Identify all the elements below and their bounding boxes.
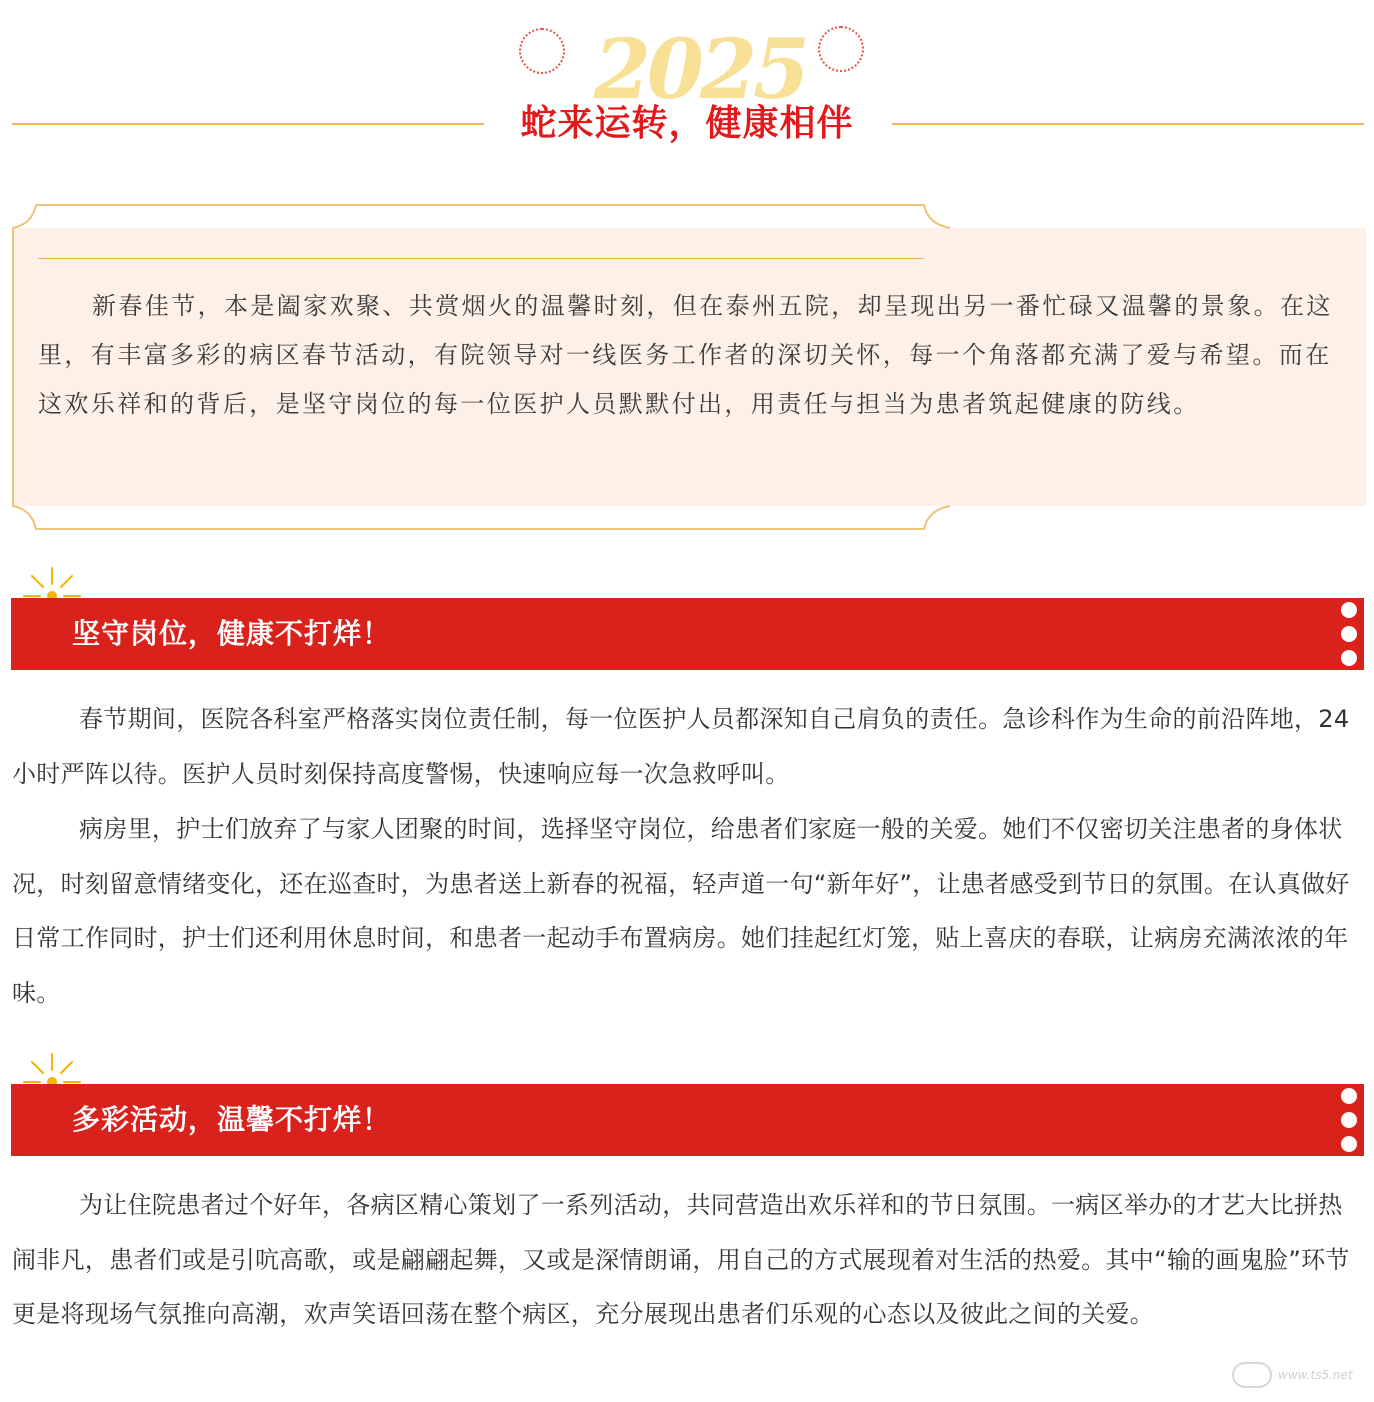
section-paragraph: 为让住院患者过个好年，各病区精心策划了一系列活动，共同营造出欢乐祥和的节日氛围。一病区举办的才艺大比拼热闹非凡，患者们或是引吭高歌，或是翩翩起舞，又或是深情朗诵，用自己的方式展现着对生活的热爱。其中“输的画鬼脸”环节更是将现场气氛推向高潮，欢声笑语回荡在整个病区，充分展现出患者们乐观的心态以及彼此之间的关爱。 <box>12 1191 1350 1328</box>
firework-decoration-right <box>818 26 864 72</box>
banner-dot <box>1341 602 1357 618</box>
banner-dot <box>1341 626 1357 642</box>
banner-dot <box>1341 1136 1357 1152</box>
watermark: www.ts5.net <box>1278 1368 1353 1382</box>
section-title: 多彩活动，温馨不打烊！ <box>72 1103 392 1136</box>
section-paragraph: 病房里，护士们放弃了与家人团聚的时间，选择坚守岗位，给患者们家庭一般的关爱。她们不仅密切关注患者的身体状况，时刻留意情绪变化，还在巡查时，为患者送上新春的祝福，轻声道一句“新年好”，让患者感受到节日的氛围。在认真做好日常工作同时，护士们还利用休息时间，和患者一起动手布置病房。她们挂起红灯笼，贴上喜庆的春联，让病房充满浓浓的年味。 <box>12 815 1350 1007</box>
banner-dot <box>1341 650 1357 666</box>
section-title: 坚守岗位，健康不打烊！ <box>72 617 392 650</box>
banner-dot <box>1341 1112 1357 1128</box>
firework-decoration-left <box>519 28 565 74</box>
year-decoration: 2025 <box>593 22 807 118</box>
banner-dot <box>1341 1088 1357 1104</box>
intro-paragraph: 新春佳节，本是阖家欢聚、共赏烟火的温馨时刻，但在泰州五院，却呈现出另一番忙碌又温馨的景象。在这里，有丰富多彩的病区春节活动，有院领导对一线医务工作者的深切关怀，每一个角落都充满了爱与希望。而在这欢乐祥和的背后，是坚守岗位的每一位医护人员默默付出，用责任与担当为患者筑起健康的防线。 <box>38 292 1333 418</box>
watermark-logo-icon <box>1232 1362 1272 1388</box>
section-paragraph: 春节期间，医院各科室严格落实岗位责任制，每一位医护人员都深知自己肩负的责任。急诊科作为生命的前沿阵地，24小时严阵以待。医护人员时刻保持高度警惕，快速响应每一次急救呼叫。 <box>12 705 1350 788</box>
intro-divider <box>38 258 924 259</box>
page-title: 蛇来运转，健康相伴 <box>520 103 854 144</box>
